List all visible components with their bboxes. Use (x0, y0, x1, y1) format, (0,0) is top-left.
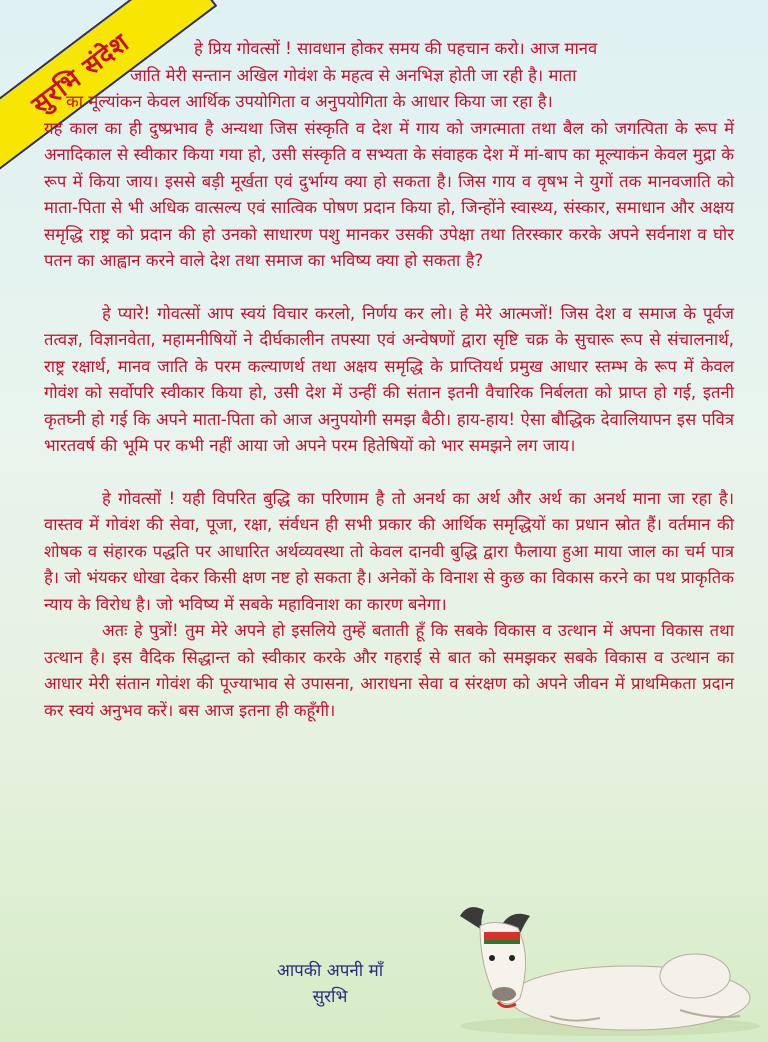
paragraph-4: अतः हे पुत्रों! तुम मेरे अपने हो इसलिये तुम्हें बताती हूँ कि सबके विकास व उत्थान में अपना विकास तथा उत्थान है। इस वैदिक सिद्धान्त को स्वीकार करके और गहराई से बात को समझकर सबके विकास व उत्थान का आधार मेरी संतान गोवंश की पूज्याभाव से उपासना, आराधना सेवा व संरक्षण को अपने जीवन में प्राथमिकता प्रदान कर स्वयं अनुभव करें। बस आज इतना ही कहूँगी। (44, 621, 734, 720)
paragraph-1-line-2: जाति मेरी सन्तान अखिल गोवंश के महत्व से अनभिज्ञ होती जा रही है। माता (130, 65, 577, 85)
banner-title: सुरभि संदेश (26, 27, 135, 120)
paragraph-3: हे गोवत्सों ! यही विपरित बुद्धि का परिणाम है तो अनर्थ का अर्थ और अर्थ का अनर्थ माना जा रहा है। वास्तव में गोवंश की सेवा, पूजा, रक्षा, संर्वधन ही सभी प्रकार की आर्थिक समृद्धियों का प्रधान स्रोत हैं। वर्तमान की शोषक व संहारक पद्धति पर आधारित अर्थव्यवस्था तो केवल दानवी बुद्धि द्वारा फैलाया हुआ माया जाल का चर्म पात्र है। जो भंयकर धोखा देकर किसी क्षण नष्ट हो सकता है। अनेकों के विनाश से कुछ का विकास करने का पथ प्राकृतिक न्याय के विरोध है। जो भविष्य में सबके महाविनाश का कारण बनेगा। (44, 488, 734, 614)
letter-body (44, 36, 734, 724)
paragraph-1-line-3: का मूल्यांकन केवल आर्थिक उपयोगिता व अनुपयोगिता के आधार किया जा रहा है। (66, 92, 553, 111)
paragraph-1-line-1: हे प्रिय गोवत्सों ! सावधान होकर समय की पहचान करो। आज मानव (194, 39, 598, 58)
signature-line-2: सुरभि (312, 987, 348, 1007)
paragraph-1 (44, 36, 734, 275)
signature (262, 958, 398, 1010)
cow-icon (440, 898, 760, 1038)
paragraph-1-rest: यह काल का ही दुष्प्रभाव है अन्यथा जिस संस्कृति व देश में गाय को जगत्माता तथा बैल को जगत्पिता के रूप में अनादिकाल से स्वीकार किया गया हो, उसी संस्कृति व सभ्यता के संवाहक देश में मां-बाप का मूल्याकंन केवल मुद्रा के रूप में किया जाय। इससे बड़ी मूर्खता एवं दुर्भाग्य क्या हो सकता है। जिस गाय व वृषभ ने युगों तक मानवजाति को माता-पिता से भी अधिक वात्सल्य एवं सात्विक पोषण प्रदान किया हो, जिन्होंने स्वास्थ्य, संस्कार, समाधान और अक्षय समृद्धि राष्ट्र को प्रदान की हो उनको साधारण पशु मानकर उसकी उपेक्षा तथा तिरस्कार करके अपने सर्वनाश व घोर पतन का आह्वान करने वाले देश तथा समाज का भविष्य क्या हो सकता है? (44, 118, 734, 270)
paragraph-2: हे प्यारे! गोवत्सों आप स्वयं विचार करलो, निर्णय कर लो। हे मेरे आत्मजों! जिस देश व समाज के पूर्वज तत्वज्ञ, विज्ञानवेता, महामनीषियों ने दीर्घकालीन तपस्या एवं अन्वेषणों द्वारा सृष्टि चक्र के सुचारू रूप से संचालनार्थ, राष्ट्र रक्षार्थ, मानव जाति के परम कल्याणर्थ तथा अक्षय समृद्धि के प्राप्तियर्थ प्रमुख आधार स्तम्भ के रूप में केवल गोवंश को सर्वोपरि स्वीकार किया हो, उसी देश में उन्हीं की संतान इतनी वैचारिक निर्बलता को प्राप्त हो गई, इतनी कृतघ्नी हो गई कि अपने माता-पिता को आज अनुपयोगी समझ बैठी। हाय-हाय! ऐसा बौद्धिक देवालियापन इस पवित्र भारतवर्ष की भूमि पर कभी नहीं आया जो अपने परम हितेषियों को भार समझने लग जाय। (44, 303, 734, 455)
signature-line-1: आपकी अपनी माँ (276, 961, 384, 981)
